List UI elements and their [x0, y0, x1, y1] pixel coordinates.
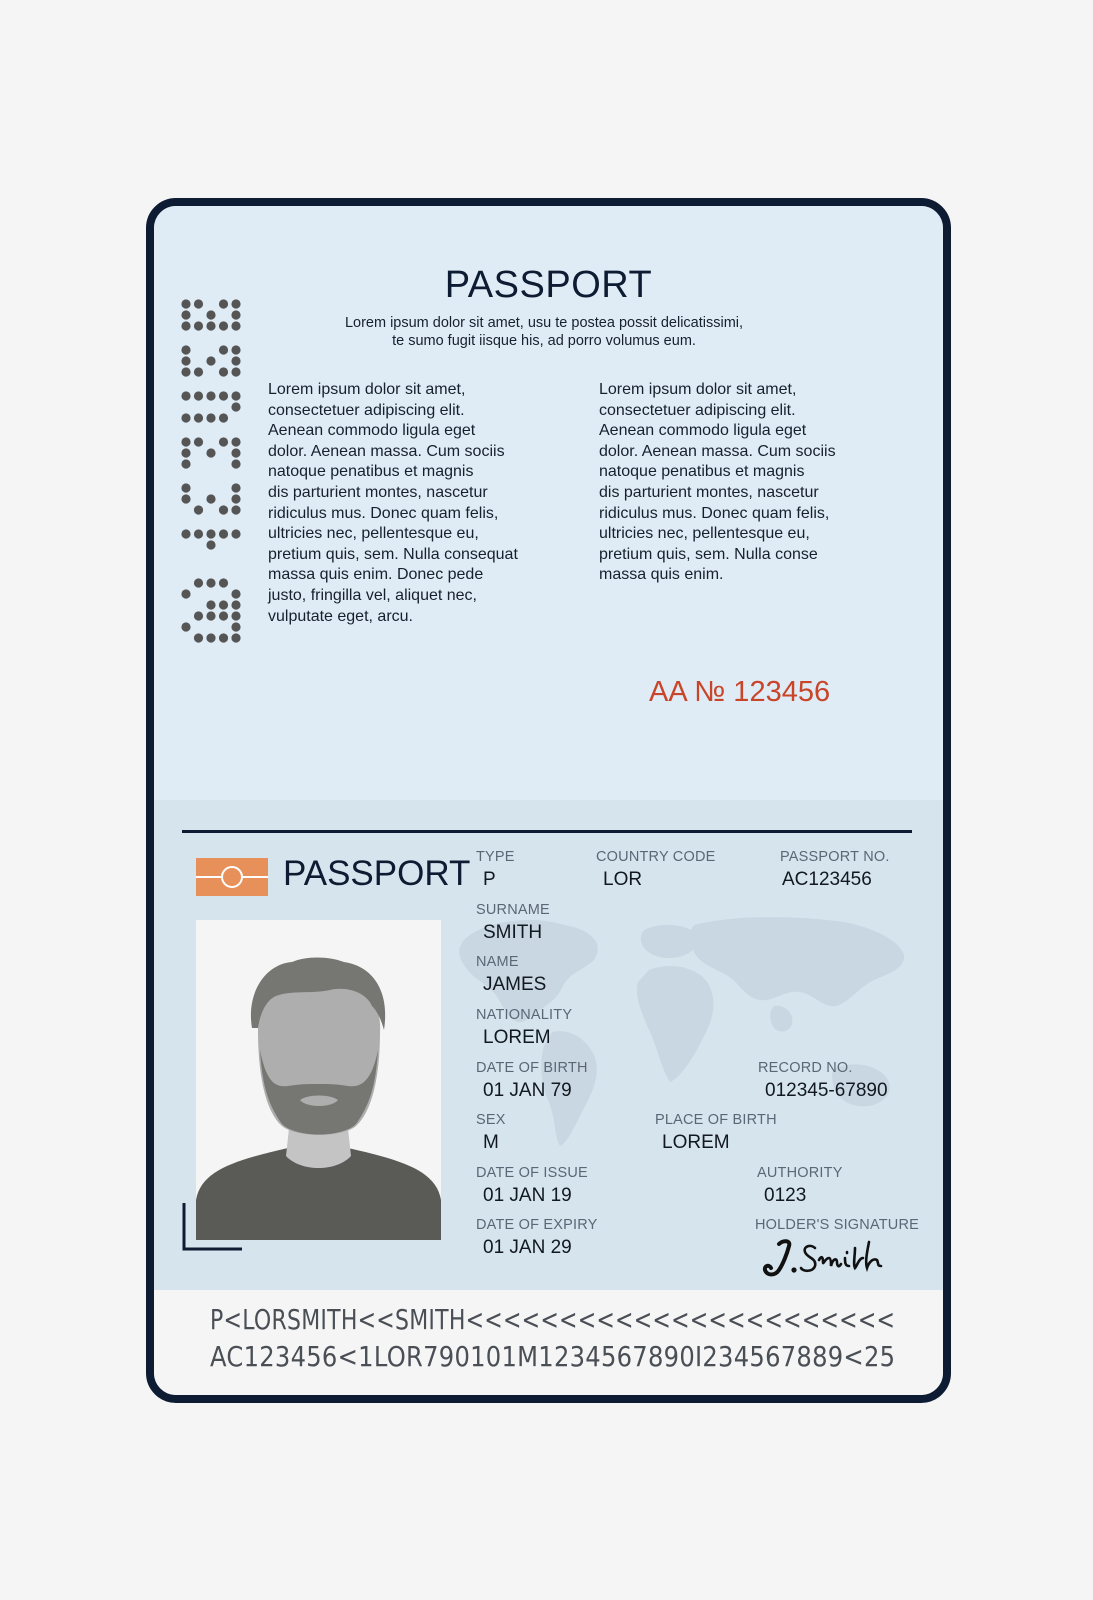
text-column-left: Lorem ipsum dolor sit amet, consectetuer adipiscing elit. Aenean commodo ligula eget dolor. Aenean massa. Cum sociis natoque penatibus et magnis dis parturient montes, nascetur ridiculus mus. Donec quam felis, ultricies nec, pellentesque eu, pretium quis, sem. Nulla consequat massa quis enim. Donec pede justo, fringilla vel, aliquet nec, vulputate eget, arcu.	[268, 381, 518, 625]
id-page-title: PASSPORT	[283, 854, 471, 893]
machine-readable-zone	[154, 1290, 943, 1403]
field-country-code: COUNTRY CODE LOR	[596, 849, 716, 890]
portrait-silhouette-icon	[196, 920, 441, 1240]
field-date-of-issue: DATE OF ISSUE 01 JAN 19	[476, 1165, 588, 1206]
passport-id-page	[154, 800, 943, 1290]
holder-photo	[196, 920, 441, 1240]
field-authority: AUTHORITY 0123	[757, 1165, 843, 1206]
perforated-number-icon	[180, 298, 244, 718]
field-place-of-birth: PLACE OF BIRTH LOREM	[655, 1112, 777, 1153]
field-date-of-expiry: DATE OF EXPIRY 01 JAN 29	[476, 1217, 598, 1258]
passport-top-page	[154, 206, 943, 800]
top-page-subtitle: Lorem ipsum dolor sit amet, usu te postea possit delicatissimi, te sumo fugit iisque his, ad porro volumus eum.	[344, 315, 744, 349]
divider-line	[182, 830, 912, 833]
field-name: NAME JAMES	[476, 954, 547, 995]
field-sex: SEX M	[476, 1112, 506, 1153]
field-type: TYPE P	[476, 849, 515, 890]
field-holder-signature: HOLDER'S SIGNATURE	[755, 1216, 919, 1278]
field-surname: SURNAME SMITH	[476, 902, 550, 943]
field-nationality: NATIONALITY LOREM	[476, 1007, 573, 1048]
text-column-right: Lorem ipsum dolor sit amet, consectetuer adipiscing elit. Aenean commodo ligula eget dolor. Aenean massa. Cum sociis natoque penatibus et magnis dis parturient montes, nascetur ridiculus mus. Donec quam felis, ultricies nec, pellentesque eu, pretium quis, sem. Nulla conse massa quis enim.	[599, 381, 836, 584]
field-date-of-birth: DATE OF BIRTH 01 JAN 79	[476, 1060, 588, 1101]
mrz-line-2: AC123456<1LOR790101M1234567890I234567889<25	[210, 1341, 896, 1373]
field-passport-no: PASSPORT NO. AC123456	[780, 849, 890, 890]
serial-number: AA № 123456	[649, 676, 831, 708]
signature-icon	[761, 1236, 891, 1278]
passport-document	[146, 198, 951, 1403]
field-record-no: RECORD NO. 012345-67890	[758, 1060, 888, 1101]
flag-icon	[196, 858, 268, 896]
mrz-line-1: P<LORSMITH<<SMITH<<<<<<<<<<<<<<<<<<<<<<<	[210, 1304, 896, 1336]
photo-corner-mark	[182, 1203, 244, 1253]
top-page-title: PASSPORT	[444, 264, 653, 306]
